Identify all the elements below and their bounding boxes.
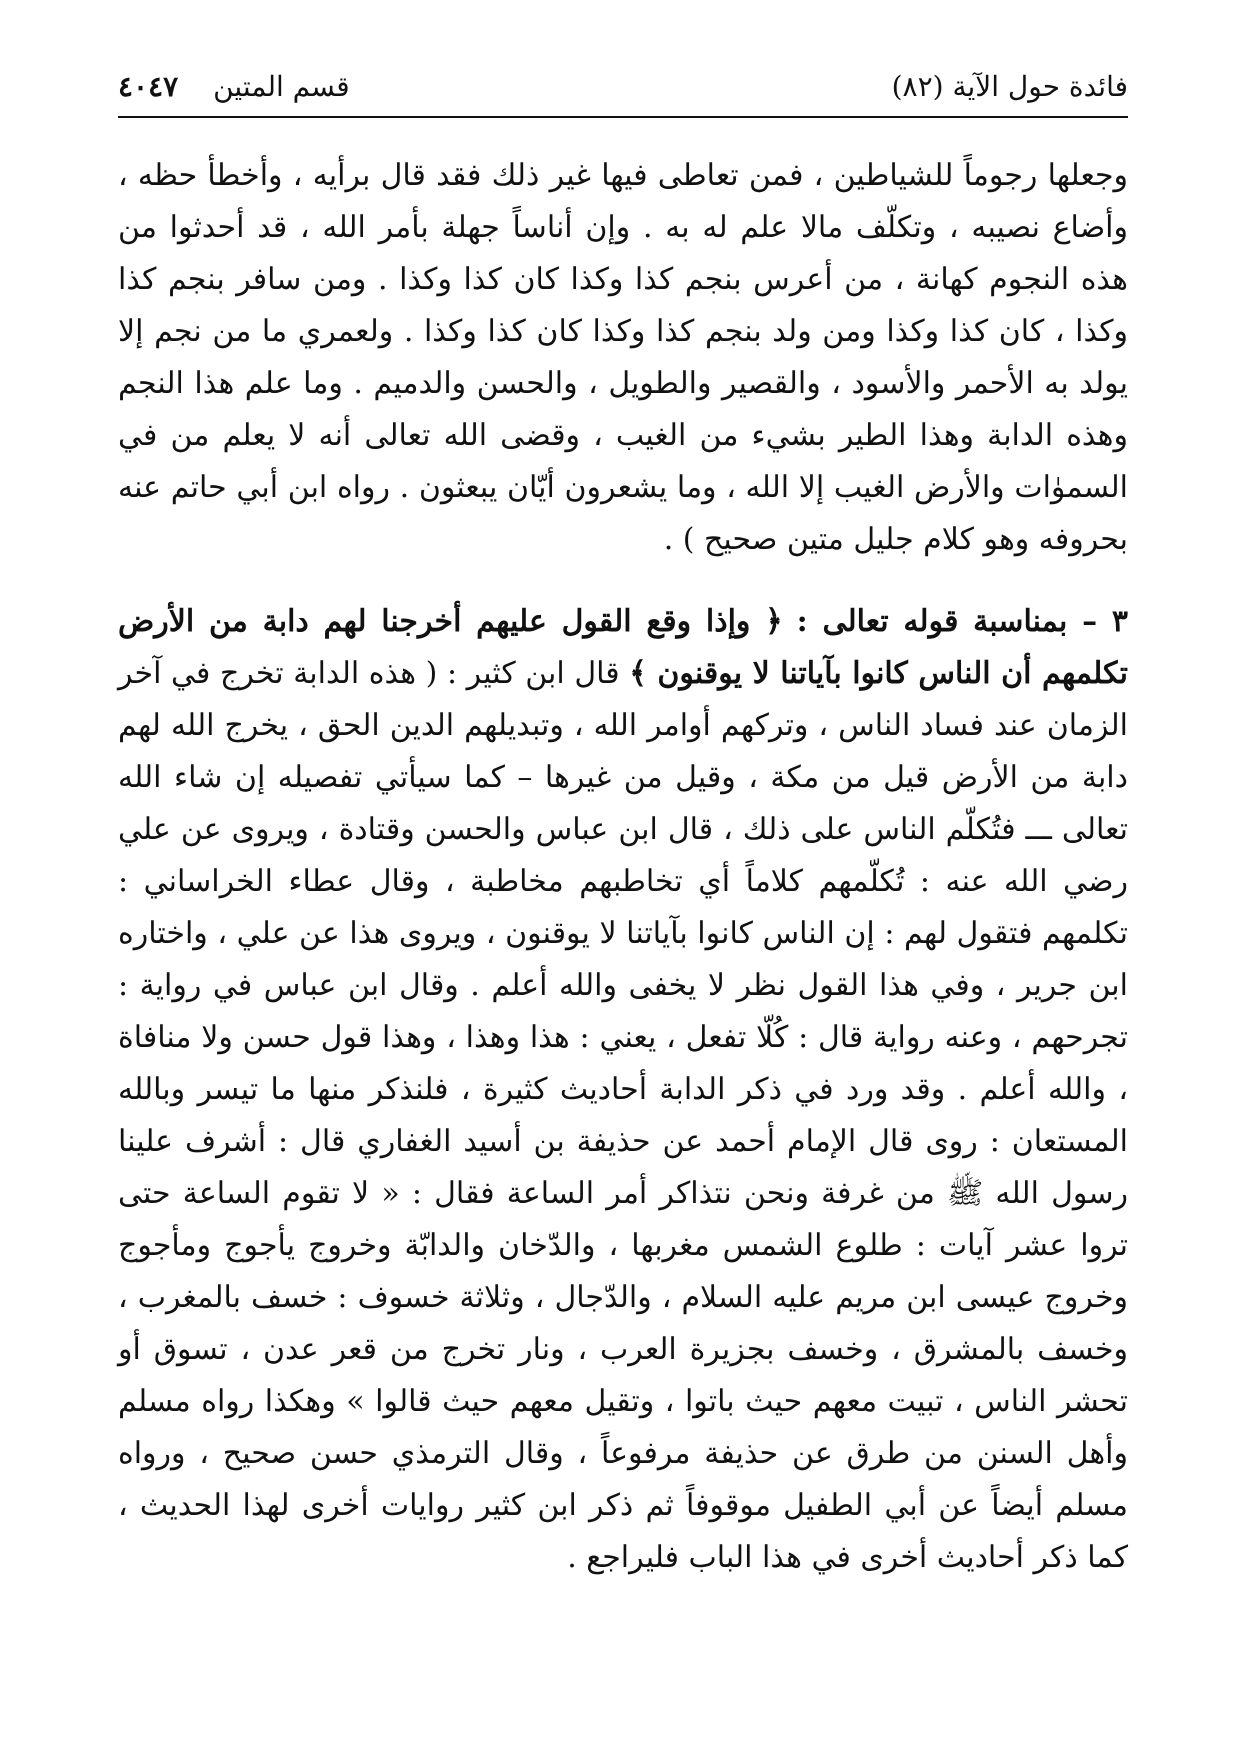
running-header (118, 60, 1128, 118)
body-text (118, 150, 1128, 1584)
header-section-name: قسم المتين (213, 70, 350, 103)
header-title: فائدة حول الآية (٨٢) (891, 70, 1128, 103)
paragraph-2-lead: ٣ – بمناسبة قوله تعالى : (796, 604, 1128, 639)
paragraph-1 (118, 150, 1128, 566)
header-meta (118, 70, 350, 103)
quran-verse: ﴿ وإذا وقع القول عليهم أخرجنا لهم دابة من الأرض تكلمهم أن الناس كانوا بآياتنا لا يوقنون ﴾ (118, 604, 1128, 691)
paragraph-1-text: وجعلها رجوماً للشياطين ، فمن تعاطى فيها غير ذلك فقد قال برأيه ، وأخطأ حظه ، وأضاع نصيبه ، وتكلّف مالا علم له به . وإن أناساً جهلة بأمر الله ، قد أحدثوا من هذه النجوم كهانة ، من أعرس بنجم كذا وكذا كان كذا وكذا . ومن سافر بنجم كذا وكذا ، كان كذا وكذا ومن ولد بنجم كذا وكذا كان كذا وكذا . ولعمري ما من نجم إلا يولد به الأحمر والأسود ، والقصير والطويل ، والحسن والدميم . وما علم هذا النجم وهذه الدابة وهذا الطير بشيء من الغيب ، وقضى الله تعالى أنه لا يعلم من في السموٰات والأرض الغيب إلا الله ، وما يشعرون أيّان يبعثون . رواه ابن أبي حاتم عنه بحروفه وهو كلام جليل متين صحيح ) . (118, 158, 1128, 557)
page-number: ٤٠٤٧ (118, 70, 179, 103)
document-page (118, 60, 1128, 1720)
paragraph-2-text: قال ابن كثير : ( هذه الدابة تخرج في آخر الزمان عند فساد الناس ، وتركهم أوامر الله ، وتبديلهم الدين الحق ، يخرج الله لهم دابة من الأرض قيل من مكة ، وقيل من غيرها – كما سيأتي تفصيله إن شاء الله تعالى ـــ فتُكلّم الناس على ذلك ، قال ابن عباس والحسن وقتادة ، ويروى عن علي رضي الله عنه : تُكلّمهم كلاماً أي تخاطبهم مخاطبة ، وقال عطاء الخراساني : تكلمهم فتقول لهم : إن الناس كانوا بآياتنا لا يوقنون ، ويروى هذا عن علي ، واختاره ابن جرير ، وفي هذا القول نظر لا يخفى والله أعلم . وقال ابن عباس في رواية : تجرحهم ، وعنه رواية قال : كُلّا تفعل ، يعني : هذا وهذا ، وهذا قول حسن ولا منافاة ، والله أعلم . وقد ورد في ذكر الدابة أحاديث كثيرة ، فلنذكر منها ما تيسر وبالله المستعان : روى قال الإمام أحمد عن حذيفة بن أسيد الغفاري قال : أشرف علينا رسول الله ﷺ من غرفة ونحن نتذاكر أمر الساعة فقال : « لا تقوم الساعة حتى تروا عشر آيات : طلوع الشمس مغربها ، والدّخان والدابّة وخروج يأجوج ومأجوج وخروج عيسى ابن مريم عليه السلام ، والدّجال ، وثلاثة خسوف : خسف بالمغرب ، وخسف بالمشرق ، وخسف بجزيرة العرب ، ونار تخرج من قعر عدن ، تسوق أو تحشر الناس ، تبيت معهم حيث باتوا ، وتقيل معهم حيث قالوا » وهكذا رواه مسلم وأهل السنن من طرق عن حذيفة مرفوعاً ، وقال الترمذي حسن صحيح ، ورواه مسلم أيضاً عن أبي الطفيل موقوفاً ثم ذكر ابن كثير روايات أخرى لهذا الحديث ، كما ذكر أحاديث أخرى في هذا الباب فليراجع . (118, 656, 1128, 1575)
paragraph-2 (118, 596, 1128, 1584)
